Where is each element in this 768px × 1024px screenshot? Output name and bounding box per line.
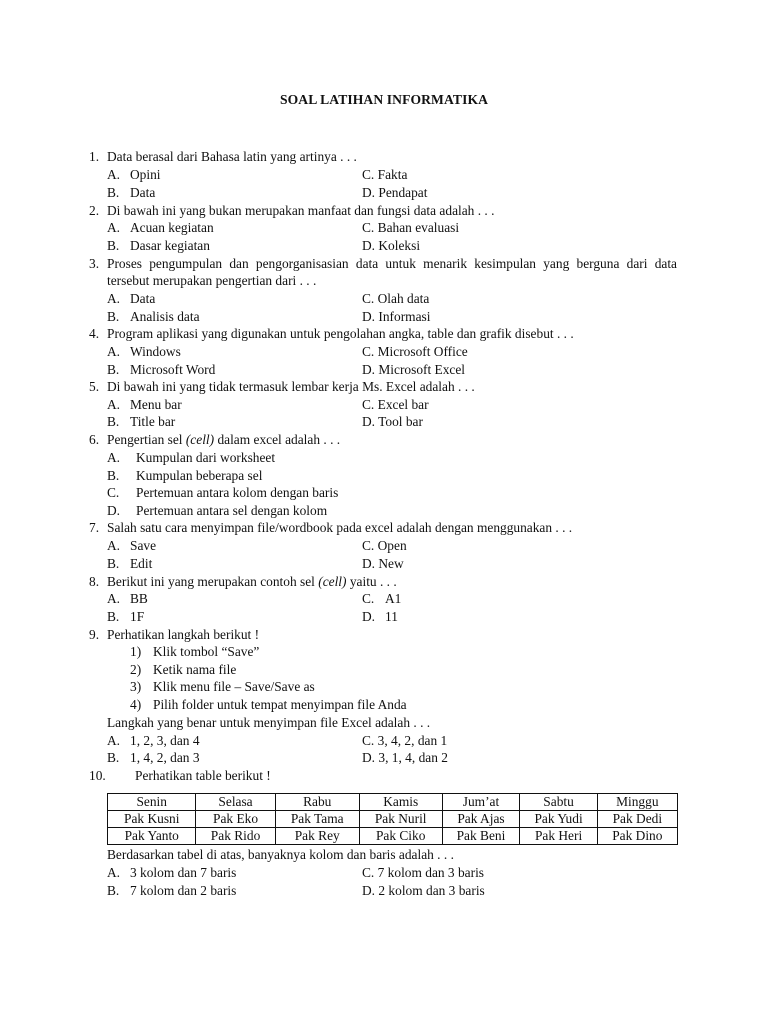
option-text: Data <box>130 185 156 200</box>
question-text-post: dalam excel adalah . . . <box>214 432 341 447</box>
table-cell: Pak Dino <box>597 828 677 845</box>
option-text: Informasi <box>378 309 431 324</box>
option-text: Microsoft Word <box>130 362 216 377</box>
option-c <box>362 732 447 749</box>
option-text: Bahan evaluasi <box>377 220 460 235</box>
option-c <box>107 484 338 501</box>
option-c <box>362 537 407 554</box>
table-header-cell: Selasa <box>196 794 275 811</box>
option-text: 3, 4, 2, dan 1 <box>377 733 448 748</box>
table-header-cell: Sabtu <box>520 794 597 811</box>
option-letter: A. <box>107 733 121 748</box>
table-cell: Pak Ciko <box>359 828 442 845</box>
table-cell: Pak Rido <box>196 828 275 845</box>
option-letter: D. <box>362 309 376 324</box>
option-b <box>107 413 175 430</box>
question-text <box>107 573 397 590</box>
option-a <box>107 166 161 183</box>
table-cell: Pak Dedi <box>597 811 677 828</box>
option-text: 7 kolom dan 2 baris <box>130 883 237 898</box>
question-text-italic: (cell) <box>185 432 215 447</box>
option-b <box>107 749 200 766</box>
option-a <box>107 864 236 881</box>
option-a <box>107 590 148 607</box>
option-letter: B. <box>107 750 120 765</box>
question-number: 3. <box>89 256 100 271</box>
option-a <box>107 449 275 466</box>
table-header-row <box>108 794 678 811</box>
option-letter: C. <box>362 865 375 880</box>
option-b <box>107 361 215 378</box>
question-text <box>107 431 340 448</box>
question-text: Data berasal dari Bahasa latin yang artinya . . . <box>107 149 357 164</box>
option-text: Pendapat <box>378 185 428 200</box>
question-text-continued: Berdasarkan tabel di atas, banyaknya kolom dan baris adalah . . . <box>107 847 454 862</box>
option-letter: B. <box>107 883 120 898</box>
option-text: Microsoft Office <box>377 344 468 359</box>
option-letter: C. <box>362 344 375 359</box>
question-number: 6. <box>89 432 100 447</box>
option-letter: B. <box>107 414 120 429</box>
question-number: 5. <box>89 379 100 394</box>
table-header-cell: Kamis <box>359 794 442 811</box>
option-c <box>362 290 429 307</box>
option-letter: A. <box>107 450 121 465</box>
option-letter: A. <box>107 291 121 306</box>
option-text: Microsoft Excel <box>378 362 466 377</box>
option-letter: D. <box>362 750 376 765</box>
step-text: Klik tombol “Save” <box>153 644 260 659</box>
option-b <box>107 467 262 484</box>
page-title: SOAL LATIHAN INFORMATIKA <box>279 92 489 107</box>
table-header-cell: Senin <box>108 794 196 811</box>
option-letter: C. <box>362 397 375 412</box>
option-letter: C. <box>107 485 120 500</box>
option-letter: D. <box>362 362 376 377</box>
option-text: Opini <box>130 167 161 182</box>
option-text: 11 <box>385 609 398 624</box>
option-letter: B. <box>107 468 120 483</box>
option-letter: C. <box>362 291 375 306</box>
option-b <box>107 308 200 325</box>
table-cell: Pak Rey <box>275 828 359 845</box>
option-letter: B. <box>107 609 120 624</box>
question-text: Perhatikan langkah berikut ! <box>107 627 260 642</box>
option-text: Data <box>130 291 156 306</box>
option-b <box>107 882 236 899</box>
option-letter: C. <box>362 538 375 553</box>
option-letter: C. <box>362 591 375 606</box>
option-text: Tool bar <box>378 414 423 429</box>
option-letter: C. <box>362 220 375 235</box>
option-b <box>107 237 210 254</box>
option-letter: B. <box>107 185 120 200</box>
table-header-cell: Minggu <box>597 794 677 811</box>
option-text: Menu bar <box>130 397 182 412</box>
table-row <box>108 828 678 845</box>
question-number: 10. <box>89 768 106 783</box>
option-text: 7 kolom dan 3 baris <box>377 865 485 880</box>
option-b <box>107 184 155 201</box>
option-letter: D. <box>107 503 121 518</box>
question-text-pre: Pengertian sel <box>107 432 186 447</box>
step-item <box>130 661 236 678</box>
table-cell: Pak Yudi <box>520 811 597 828</box>
question-text-post: yaitu . . . <box>346 574 397 589</box>
option-letter: A. <box>107 397 121 412</box>
option-text: A1 <box>385 591 402 606</box>
question-number: 4. <box>89 326 100 341</box>
option-a <box>107 290 155 307</box>
table-header-cell: Rabu <box>275 794 359 811</box>
option-text: Koleksi <box>378 238 421 253</box>
question-text: Proses pengumpulan dan pengorganisasian data untuk menarik kesimpulan yang berguna dari data <box>107 256 677 271</box>
question-text: Program aplikasi yang digunakan untuk pengolahan angka, table dan grafik disebut . . . <box>107 326 574 341</box>
table-row <box>108 811 678 828</box>
option-text: Pertemuan antara kolom dengan baris <box>136 485 339 500</box>
step-item <box>130 678 315 695</box>
step-item <box>130 643 259 660</box>
option-a <box>107 396 182 413</box>
step-number: 1) <box>130 644 142 659</box>
option-letter: C. <box>362 733 375 748</box>
step-number: 2) <box>130 662 142 677</box>
option-letter: A. <box>107 344 121 359</box>
step-text: Klik menu file – Save/Save as <box>153 679 315 694</box>
option-letter: B. <box>107 238 120 253</box>
option-c <box>362 219 459 236</box>
question-number: 8. <box>89 574 100 589</box>
option-d <box>362 361 465 378</box>
option-letter: A. <box>107 538 121 553</box>
option-text: Excel bar <box>377 397 429 412</box>
option-d <box>362 184 427 201</box>
option-letter: A. <box>107 591 121 606</box>
option-a <box>107 219 214 236</box>
option-d <box>362 413 423 430</box>
question-text-continued: Langkah yang benar untuk menyimpan file Excel adalah . . . <box>107 715 431 730</box>
option-letter: A. <box>107 220 121 235</box>
option-text: 3 kolom dan 7 baris <box>130 865 237 880</box>
step-number: 4) <box>130 697 142 712</box>
question-text-pre: Berikut ini yang merupakan contoh sel <box>107 574 319 589</box>
step-text: Pilih folder untuk tempat menyimpan file Anda <box>153 697 407 712</box>
option-letter: A. <box>107 865 121 880</box>
option-text: Open <box>377 538 407 553</box>
table-cell: Pak Beni <box>442 828 520 845</box>
option-text: Save <box>130 538 157 553</box>
question-text: Perhatikan table berikut ! <box>135 768 271 783</box>
question-number: 7. <box>89 520 100 535</box>
option-c <box>362 590 401 607</box>
option-a <box>107 537 156 554</box>
schedule-table <box>107 793 678 845</box>
question-text: Di bawah ini yang tidak termasuk lembar kerja Ms. Excel adalah . . . <box>107 379 475 394</box>
option-text: Kumpulan beberapa sel <box>136 468 263 483</box>
option-text: New <box>378 556 404 571</box>
question-text-italic: (cell) <box>318 574 347 589</box>
table-cell: Pak Kusni <box>108 811 196 828</box>
option-text: Olah data <box>377 291 430 306</box>
table-cell: Pak Heri <box>520 828 597 845</box>
option-d <box>107 502 327 519</box>
option-c <box>362 343 468 360</box>
option-text: 3, 1, 4, dan 2 <box>378 750 448 765</box>
option-d <box>362 749 448 766</box>
option-d <box>362 237 420 254</box>
option-letter: B. <box>107 362 120 377</box>
option-d <box>362 555 404 572</box>
option-letter: D. <box>362 609 376 624</box>
option-d <box>362 308 430 325</box>
option-text: Edit <box>130 556 153 571</box>
option-a <box>107 732 200 749</box>
option-b <box>107 608 144 625</box>
option-text: Analisis data <box>130 309 200 324</box>
option-letter: D. <box>362 883 376 898</box>
option-letter: B. <box>107 309 120 324</box>
option-text: Kumpulan dari worksheet <box>136 450 276 465</box>
option-text: 1, 4, 2, dan 3 <box>130 750 200 765</box>
table-cell: Pak Yanto <box>108 828 196 845</box>
question-text: Salah satu cara menyimpan file/wordbook pada excel adalah dengan menggunakan . . . <box>107 520 573 535</box>
option-d <box>362 882 485 899</box>
step-text: Ketik nama file <box>153 662 237 677</box>
option-text: 2 kolom dan 3 baris <box>378 883 485 898</box>
option-c <box>362 864 484 881</box>
option-c <box>362 396 429 413</box>
option-d <box>362 608 398 625</box>
step-number: 3) <box>130 679 142 694</box>
option-letter: C. <box>362 167 375 182</box>
option-a <box>107 343 181 360</box>
option-text: Dasar kegiatan <box>130 238 210 253</box>
option-text: Fakta <box>377 167 408 182</box>
table-cell: Pak Ajas <box>442 811 520 828</box>
question-text-continued: tersebut merupakan pengertian dari . . . <box>107 273 317 288</box>
option-letter: B. <box>107 556 120 571</box>
option-text: Pertemuan antara sel dengan kolom <box>136 503 328 518</box>
option-b <box>107 555 152 572</box>
option-letter: D. <box>362 556 376 571</box>
question-number: 2. <box>89 203 100 218</box>
option-letter: D. <box>362 185 376 200</box>
option-letter: A. <box>107 167 121 182</box>
option-text: 1, 2, 3, dan 4 <box>130 733 200 748</box>
option-letter: D. <box>362 414 376 429</box>
option-text: Acuan kegiatan <box>130 220 214 235</box>
step-item <box>130 696 407 713</box>
table-cell: Pak Tama <box>275 811 359 828</box>
question-number: 9. <box>89 627 100 642</box>
option-text: Title bar <box>130 414 176 429</box>
option-text: Windows <box>130 344 181 359</box>
question-text: Di bawah ini yang bukan merupakan manfaat dan fungsi data adalah . . . <box>107 203 495 218</box>
table-header-cell: Jum’at <box>442 794 520 811</box>
table-cell: Pak Eko <box>196 811 275 828</box>
option-letter: D. <box>362 238 376 253</box>
option-text: 1F <box>130 609 145 624</box>
option-text: BB <box>130 591 148 606</box>
option-c <box>362 166 407 183</box>
table-cell: Pak Nuril <box>359 811 442 828</box>
question-number: 1. <box>89 149 100 164</box>
